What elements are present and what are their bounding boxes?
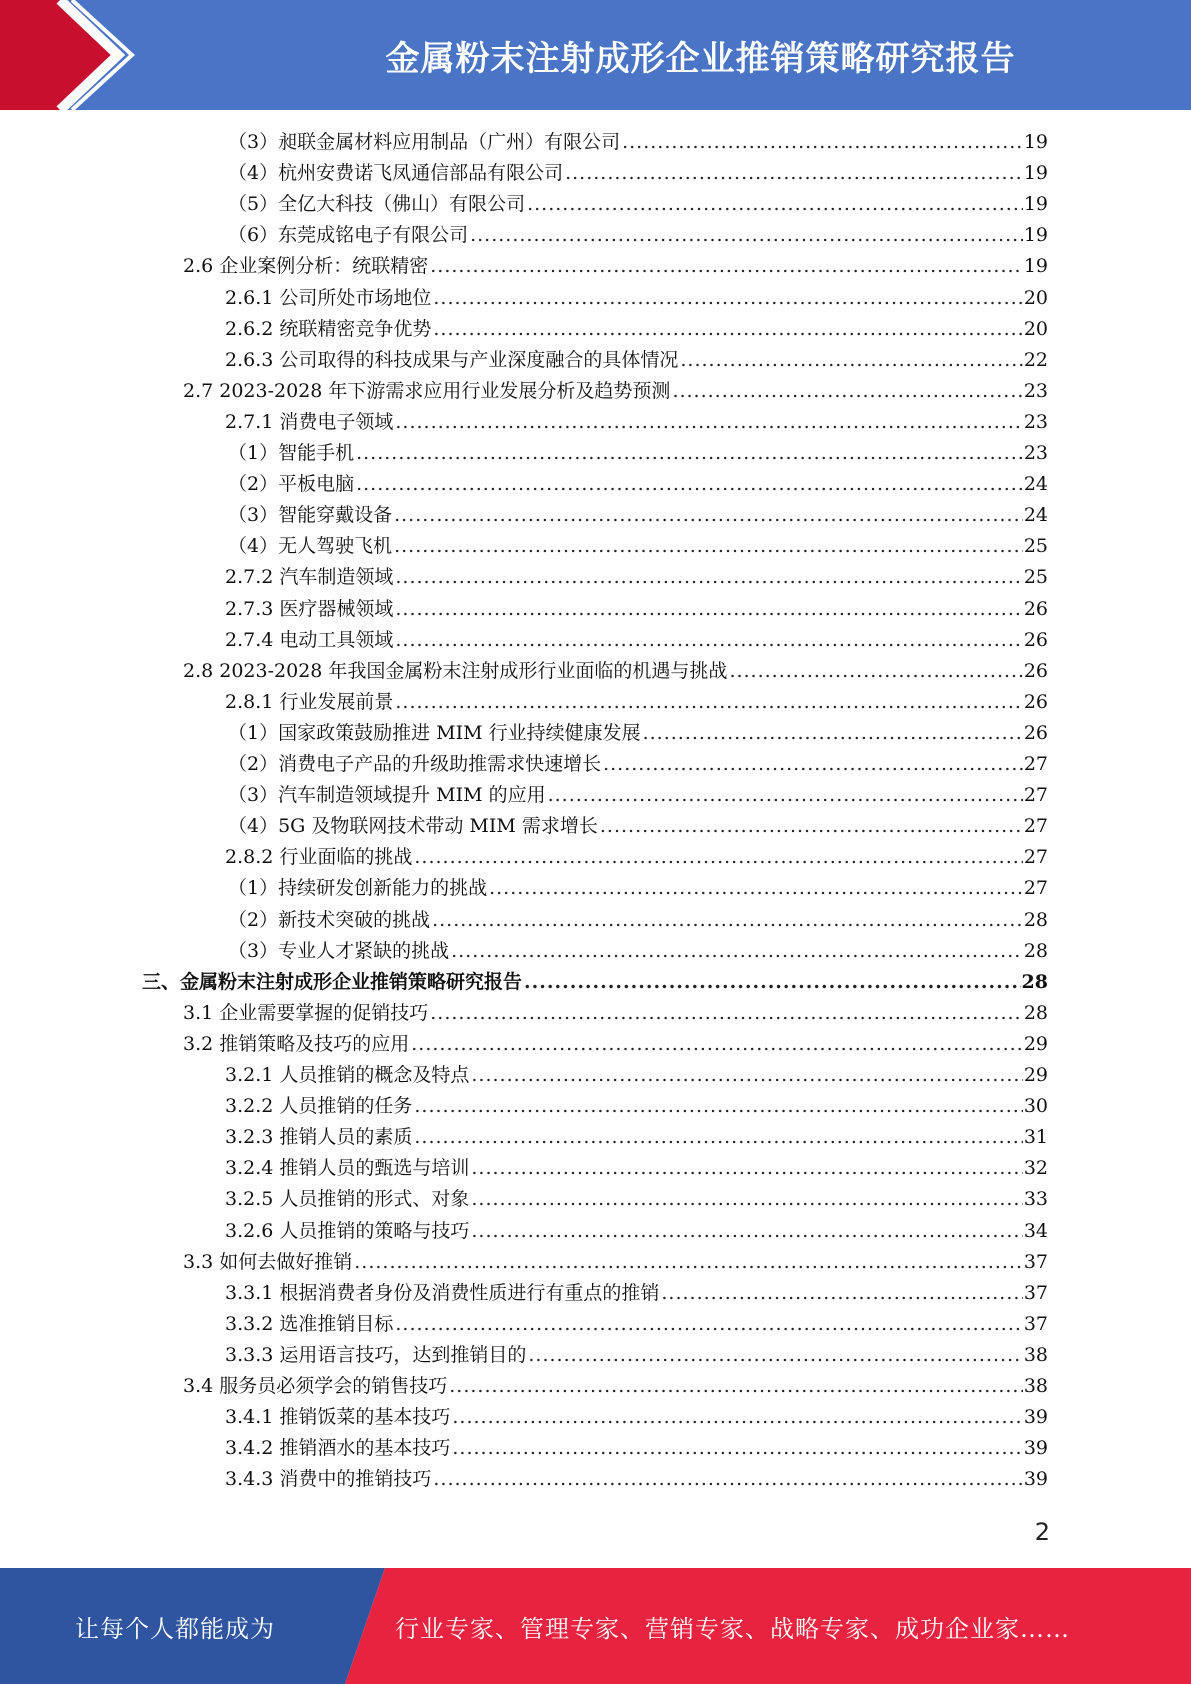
toc-entry-page: 26 xyxy=(1023,597,1048,620)
toc-entry[interactable] xyxy=(142,967,1048,998)
toc-entry-page: 27 xyxy=(1023,877,1048,900)
toc-entry[interactable] xyxy=(228,127,1048,158)
toc-entry[interactable] xyxy=(225,1402,1048,1433)
toc-dot-leader xyxy=(430,998,1023,1029)
toc-entry[interactable] xyxy=(225,1122,1048,1153)
toc-entry-title: 3.2.5 人员推销的形式、对象 xyxy=(225,1188,470,1211)
toc-entry-title: 3.2.1 人员推销的概念及特点 xyxy=(225,1064,470,1086)
toc-entry-title: 2.7 2023-2028 年下游需求应用行业发展分析及趋势预测 xyxy=(183,379,671,402)
toc-dot-leader xyxy=(395,687,1022,718)
toc-entry[interactable] xyxy=(225,1153,1048,1184)
toc-dot-leader xyxy=(395,1309,1022,1340)
toc-entry[interactable] xyxy=(183,1247,1048,1278)
toc-entry[interactable] xyxy=(183,251,1048,282)
toc-entry[interactable] xyxy=(225,562,1048,593)
toc-dot-leader xyxy=(729,656,1022,687)
toc-entry[interactable] xyxy=(228,780,1048,811)
toc-entry-title: 2.6 企业案例分析：统联精密 xyxy=(183,255,429,278)
toc-entry[interactable] xyxy=(228,158,1048,189)
toc-entry-page: 37 xyxy=(1023,1312,1048,1335)
toc-entry-title: 2.6.2 统联精密竞争优势 xyxy=(225,317,432,340)
toc-entry[interactable] xyxy=(225,687,1048,718)
toc-dot-leader xyxy=(395,562,1022,593)
toc-entry[interactable] xyxy=(225,1091,1048,1122)
toc-entry-page: 27 xyxy=(1023,846,1048,869)
footer-slogan-right: 行业专家、管理专家、营销专家、战略专家、成功企业家…… xyxy=(395,1614,1070,1643)
toc-entry-title: 2.8 2023-2028 年我国金属粉末注射成形行业面临的机遇与挑战 xyxy=(183,659,728,682)
toc-entry[interactable] xyxy=(225,1309,1048,1340)
toc-entry-page: 29 xyxy=(1023,1064,1048,1086)
toc-entry-page: 38 xyxy=(1023,1343,1048,1366)
toc-dot-leader xyxy=(643,718,1023,749)
toc-entry-page: 26 xyxy=(1023,690,1048,713)
toc-entry[interactable] xyxy=(225,1340,1048,1371)
toc-dot-leader xyxy=(527,189,1023,220)
toc-entry[interactable] xyxy=(228,905,1048,936)
toc-entry-page: 31 xyxy=(1023,1126,1048,1149)
toc-entry-title: 3.3.2 选准推销目标 xyxy=(225,1312,394,1335)
footer-slogan-left: 让每个人都能成为 xyxy=(75,1614,275,1643)
toc-entry-title: 3.2.6 人员推销的策略与技巧 xyxy=(225,1219,470,1242)
toc-dot-leader xyxy=(451,936,1023,967)
toc-entry[interactable] xyxy=(228,749,1048,780)
toc-dot-leader xyxy=(354,1247,1023,1278)
toc-entry-page: 23 xyxy=(1023,442,1048,464)
toc-entry-page: 24 xyxy=(1023,504,1048,527)
toc-entry-page: 19 xyxy=(1023,162,1048,185)
toc-dot-leader xyxy=(565,158,1023,189)
toc-entry-title: （3）昶联金属材料应用制品（广州）有限公司 xyxy=(228,131,621,153)
toc-entry-title: 3.3 如何去做好推销 xyxy=(183,1250,353,1273)
toc-dot-leader xyxy=(411,1029,1023,1060)
toc-entry-title: （4）杭州安费诺飞凤通信部品有限公司 xyxy=(228,162,564,185)
toc-entry-page: 22 xyxy=(1023,348,1048,371)
toc-entry-title: （2）新技术突破的挑战 xyxy=(228,908,431,931)
toc-dot-leader xyxy=(471,1184,1022,1215)
toc-dot-leader xyxy=(356,438,1023,469)
toc-dot-leader xyxy=(394,531,1023,562)
toc-entry-page: 28 xyxy=(1021,970,1048,993)
toc-entry-page: 39 xyxy=(1023,1437,1048,1460)
toc-dot-leader xyxy=(395,594,1022,625)
toc-dot-leader xyxy=(528,1340,1022,1371)
toc-entry-page: 23 xyxy=(1023,379,1048,402)
toc-entry-page: 38 xyxy=(1023,1375,1048,1397)
toc-entry[interactable] xyxy=(225,594,1048,625)
toc-dot-leader xyxy=(356,469,1023,500)
toc-entry[interactable] xyxy=(225,283,1048,314)
toc-entry-title: 2.8.1 行业发展前景 xyxy=(225,690,394,713)
toc-dot-leader xyxy=(395,407,1022,438)
toc-entry-page: 26 xyxy=(1023,721,1048,744)
toc-entry-page: 28 xyxy=(1023,908,1048,931)
toc-entry-title: 2.7.2 汽车制造领域 xyxy=(225,566,394,589)
toc-dot-leader xyxy=(430,251,1023,282)
toc-entry-title: （1）国家政策鼓励推进 MIM 行业持续健康发展 xyxy=(228,721,641,744)
toc-entry[interactable] xyxy=(228,936,1048,967)
toc-entry-page: 32 xyxy=(1023,1157,1048,1180)
toc-dot-leader xyxy=(622,127,1023,158)
toc-entry-title: （5）全亿大科技（佛山）有限公司 xyxy=(228,193,526,216)
toc-entry-page: 29 xyxy=(1023,1032,1048,1055)
toc-entry-page: 28 xyxy=(1023,939,1048,962)
toc-entry-title: 3.3.3 运用语言技巧，达到推销目的 xyxy=(225,1343,527,1366)
toc-entry-title: （1）持续研发创新能力的挑战 xyxy=(228,877,488,900)
toc-entry[interactable] xyxy=(228,438,1048,469)
toc-entry[interactable] xyxy=(183,376,1048,407)
toc-entry-title: 3.2 推销策略及技巧的应用 xyxy=(183,1032,410,1055)
toc-entry-title: 2.6.1 公司所处市场地位 xyxy=(225,286,432,309)
toc-entry-page: 20 xyxy=(1023,317,1048,340)
toc-entry-page: 25 xyxy=(1023,535,1048,558)
toc-entry[interactable] xyxy=(183,1029,1048,1060)
toc-entry[interactable] xyxy=(228,500,1048,531)
toc-entry[interactable] xyxy=(228,873,1048,904)
toc-entry-title: 3.4.1 推销饭菜的基本技巧 xyxy=(225,1406,451,1429)
toc-entry-title: 3.3.1 根据消费者身份及消费性质进行有重点的推销 xyxy=(225,1281,660,1304)
toc-entry-title: （3）汽车制造领域提升 MIM 的应用 xyxy=(228,784,546,807)
toc-entry-title: （3）专业人才紧缺的挑战 xyxy=(228,939,450,962)
toc-entry[interactable] xyxy=(225,1433,1048,1464)
toc-entry-page: 34 xyxy=(1023,1219,1048,1242)
toc-entry[interactable] xyxy=(183,998,1048,1029)
toc-entry-title: 3.1 企业需要掌握的促销技巧 xyxy=(183,1001,429,1024)
toc-dot-leader xyxy=(661,1278,1022,1309)
toc-entry-title: 3.2.4 推销人员的甄选与培训 xyxy=(225,1157,470,1180)
toc-entry[interactable] xyxy=(225,1464,1048,1495)
toc-dot-leader xyxy=(471,1216,1022,1247)
toc-entry-title: （6）东莞成铭电子有限公司 xyxy=(228,224,469,247)
toc-entry-page: 19 xyxy=(1023,224,1048,247)
toc-entry[interactable] xyxy=(225,345,1048,376)
toc-entry[interactable] xyxy=(228,531,1048,562)
toc-entry-page: 30 xyxy=(1023,1095,1048,1118)
toc-entry-page: 20 xyxy=(1023,286,1048,309)
toc-dot-leader xyxy=(433,283,1022,314)
toc-dot-leader xyxy=(470,220,1023,251)
toc-entry-page: 19 xyxy=(1023,255,1048,278)
toc-entry-title: （1）智能手机 xyxy=(228,442,355,464)
toc-entry-page: 37 xyxy=(1023,1250,1048,1273)
toc-entry-title: 3.4 服务员必须学会的销售技巧 xyxy=(183,1375,448,1397)
toc-entry-title: （4）无人驾驶飞机 xyxy=(228,535,393,558)
toc-entry-title: 2.8.2 行业面临的挑战 xyxy=(225,846,413,869)
toc-entry-page: 19 xyxy=(1023,193,1048,216)
page-footer xyxy=(0,1568,1191,1684)
toc-entry-title: 三、金属粉末注射成形企业推销策略研究报告 xyxy=(142,970,523,993)
toc-dot-leader xyxy=(414,1091,1022,1122)
toc-entry-title: 2.7.3 医疗器械领域 xyxy=(225,597,394,620)
page-number: 2 xyxy=(1034,1518,1050,1546)
toc-dot-leader xyxy=(603,749,1023,780)
toc-entry-title: 3.4.3 消费中的推销技巧 xyxy=(225,1468,432,1491)
toc-entry[interactable] xyxy=(225,1278,1048,1309)
toc-dot-leader xyxy=(471,1060,1022,1091)
toc-entry-title: 3.2.2 人员推销的任务 xyxy=(225,1095,413,1118)
toc-dot-leader xyxy=(548,780,1023,811)
toc-dot-leader xyxy=(394,500,1023,531)
toc-entry[interactable] xyxy=(228,220,1048,251)
toc-dot-leader xyxy=(414,842,1022,873)
toc-dot-leader xyxy=(452,1433,1022,1464)
toc-entry[interactable] xyxy=(225,314,1048,345)
toc-entry[interactable] xyxy=(225,625,1048,656)
toc-dot-leader xyxy=(449,1371,1023,1402)
toc-entry-page: 28 xyxy=(1023,1001,1048,1024)
toc-entry[interactable] xyxy=(225,1216,1048,1247)
toc-entry-page: 27 xyxy=(1023,784,1048,807)
toc-entry-title: （2）平板电脑 xyxy=(228,473,355,496)
toc-entry-page: 26 xyxy=(1023,628,1048,651)
toc-entry-page: 39 xyxy=(1023,1406,1048,1429)
toc-entry[interactable] xyxy=(228,811,1048,842)
toc-entry-title: 3.4.2 推销酒水的基本技巧 xyxy=(225,1437,451,1460)
toc-entry-page: 26 xyxy=(1023,659,1048,682)
toc-entry-page: 39 xyxy=(1023,1468,1048,1491)
toc-dot-leader xyxy=(680,345,1022,376)
toc-entry-page: 19 xyxy=(1023,131,1048,153)
toc-entry[interactable] xyxy=(228,189,1048,220)
toc-entry-page: 24 xyxy=(1023,473,1048,496)
toc-entry[interactable] xyxy=(228,718,1048,749)
toc-dot-leader xyxy=(489,873,1023,904)
toc-dot-leader xyxy=(432,905,1023,936)
toc-entry-title: （2）消费电子产品的升级助推需求快速增长 xyxy=(228,753,602,775)
toc-entry-page: 27 xyxy=(1023,753,1048,775)
toc-entry[interactable] xyxy=(225,1184,1048,1215)
toc-dot-leader xyxy=(672,376,1022,407)
toc-entry-title: （3）智能穿戴设备 xyxy=(228,504,393,527)
toc-dot-leader xyxy=(471,1153,1022,1184)
toc-entry[interactable] xyxy=(225,842,1048,873)
toc-entry-title: 2.6.3 公司取得的科技成果与产业深度融合的具体情况 xyxy=(225,348,679,371)
toc-entry[interactable] xyxy=(225,407,1048,438)
toc-entry[interactable] xyxy=(183,656,1048,687)
toc-dot-leader xyxy=(600,811,1023,842)
toc-entry[interactable] xyxy=(183,1371,1048,1402)
toc-entry-page: 37 xyxy=(1023,1281,1048,1304)
toc-entry-page: 25 xyxy=(1023,566,1048,589)
toc-entry-page: 27 xyxy=(1023,815,1048,838)
toc-entry[interactable] xyxy=(228,469,1048,500)
page-header xyxy=(0,0,1191,110)
toc-dot-leader xyxy=(414,1122,1022,1153)
toc-entry-title: 3.2.3 推销人员的素质 xyxy=(225,1126,413,1149)
toc-dot-leader xyxy=(395,625,1022,656)
toc-dot-leader xyxy=(433,1464,1022,1495)
toc-entry-title: （4）5G 及物联网技术带动 MIM 需求增长 xyxy=(228,815,598,838)
toc-entry[interactable] xyxy=(225,1060,1048,1091)
toc-entry-title: 2.7.4 电动工具领域 xyxy=(225,628,394,651)
toc-entry-page: 33 xyxy=(1023,1188,1048,1211)
toc-entry-title: 2.7.1 消费电子领域 xyxy=(225,410,394,433)
toc-entry-page: 23 xyxy=(1023,410,1048,433)
toc-dot-leader xyxy=(452,1402,1022,1433)
toc-dot-leader xyxy=(433,314,1022,345)
report-title: 金属粉末注射成形企业推销策略研究报告 xyxy=(385,38,1016,79)
toc-dot-leader xyxy=(524,967,1021,998)
